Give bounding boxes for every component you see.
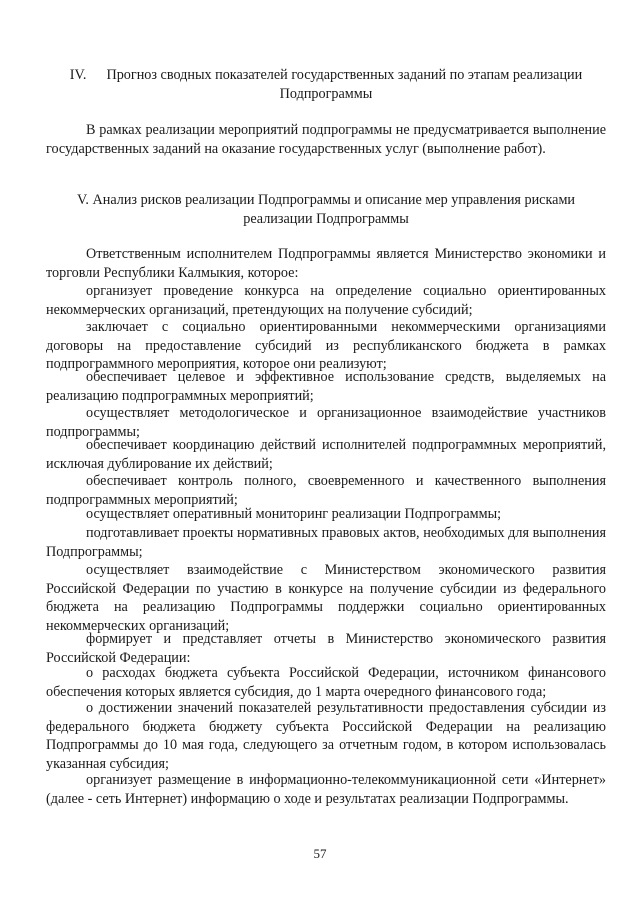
paragraph-targeted-use: обеспечивает целевое и эффективное использование средств, выделяемых на реализацию подпрограммных мероприятий; — [46, 369, 606, 404]
section-5-heading — [46, 191, 606, 228]
paragraph-methodology: осуществляет методологическое и организационное взаимодействие участников подпрограммы; — [46, 405, 606, 440]
section-4-title: Прогноз сводных показателей государственных заданий по этапам реализации Подпрограммы — [106, 67, 583, 102]
section-5-title: V. Анализ рисков реализации Подпрограммы и описание мер управления рисками реализации Подпрограммы — [76, 192, 576, 227]
paragraph-competition: организует проведение конкурса на определение социально ориентированных некоммерческих организаций, претендующих на получение субсидий; — [46, 283, 606, 318]
paragraph-internet: организует размещение в информационно-телекоммуникационной сети «Интернет» (далее - сеть Интернет) информацию о ходе и результатах реализации Подпрограммы. — [46, 772, 606, 807]
paragraph-control: обеспечивает контроль полного, своевременного и качественного выполнения подпрограммных мероприятий; — [46, 473, 606, 508]
section-4-paragraph: В рамках реализации мероприятий подпрограммы не предусматривается выполнение государственных заданий на оказание государственных услуг (выполнение работ). — [46, 122, 606, 157]
section-4-number: IV. — [69, 67, 87, 83]
paragraph-reports: формирует и представляет отчеты в Министерство экономического развития Российской Федерации: — [46, 631, 606, 666]
paragraph-responsible: Ответственным исполнителем Подпрограммы является Министерство экономики и торговли Республики Калмыкия, которое: — [46, 246, 606, 281]
paragraph-monitoring: осуществляет оперативный мониторинг реализации Подпрограммы; — [86, 506, 502, 522]
paragraph-interaction: осуществляет взаимодействие с Министерством экономического развития Российской Федерации по участию в конкурсе на получение субсидии из федерального бюджета на реализацию Подпрограммы поддержки социально ориентированных некоммерческих организаций; — [46, 562, 606, 634]
section-4-heading — [46, 66, 606, 103]
paragraph-coordination: обеспечивает координацию действий исполнителей подпрограммных мероприятий, исключая дублирование их действий; — [46, 437, 606, 472]
page-number: 57 — [313, 846, 327, 861]
paragraph-legal-acts: подготавливает проекты нормативных правовых актов, необходимых для выполнения Подпрограммы; — [46, 525, 606, 560]
paragraph-contracts: заключает с социально ориентированными некоммерческими организациями договоры на предоставление субсидий из республиканского бюджета в рамках подпрограммного мероприятия, которое они реализуют; — [46, 319, 606, 373]
paragraph-results-report: о достижении значений показателей результативности предоставления субсидии из федерального бюджета бюджету субъекта Российской Федерации на реализацию Подпрограммы до 10 мая года, следующего за отчетным годом, в котором использовалась указанная субсидия; — [46, 700, 606, 772]
paragraph-expenses-report: о расходах бюджета субъекта Российской Федерации, источником финансового обеспечения которых является субсидия, до 1 марта очередного финансового года; — [46, 665, 606, 700]
